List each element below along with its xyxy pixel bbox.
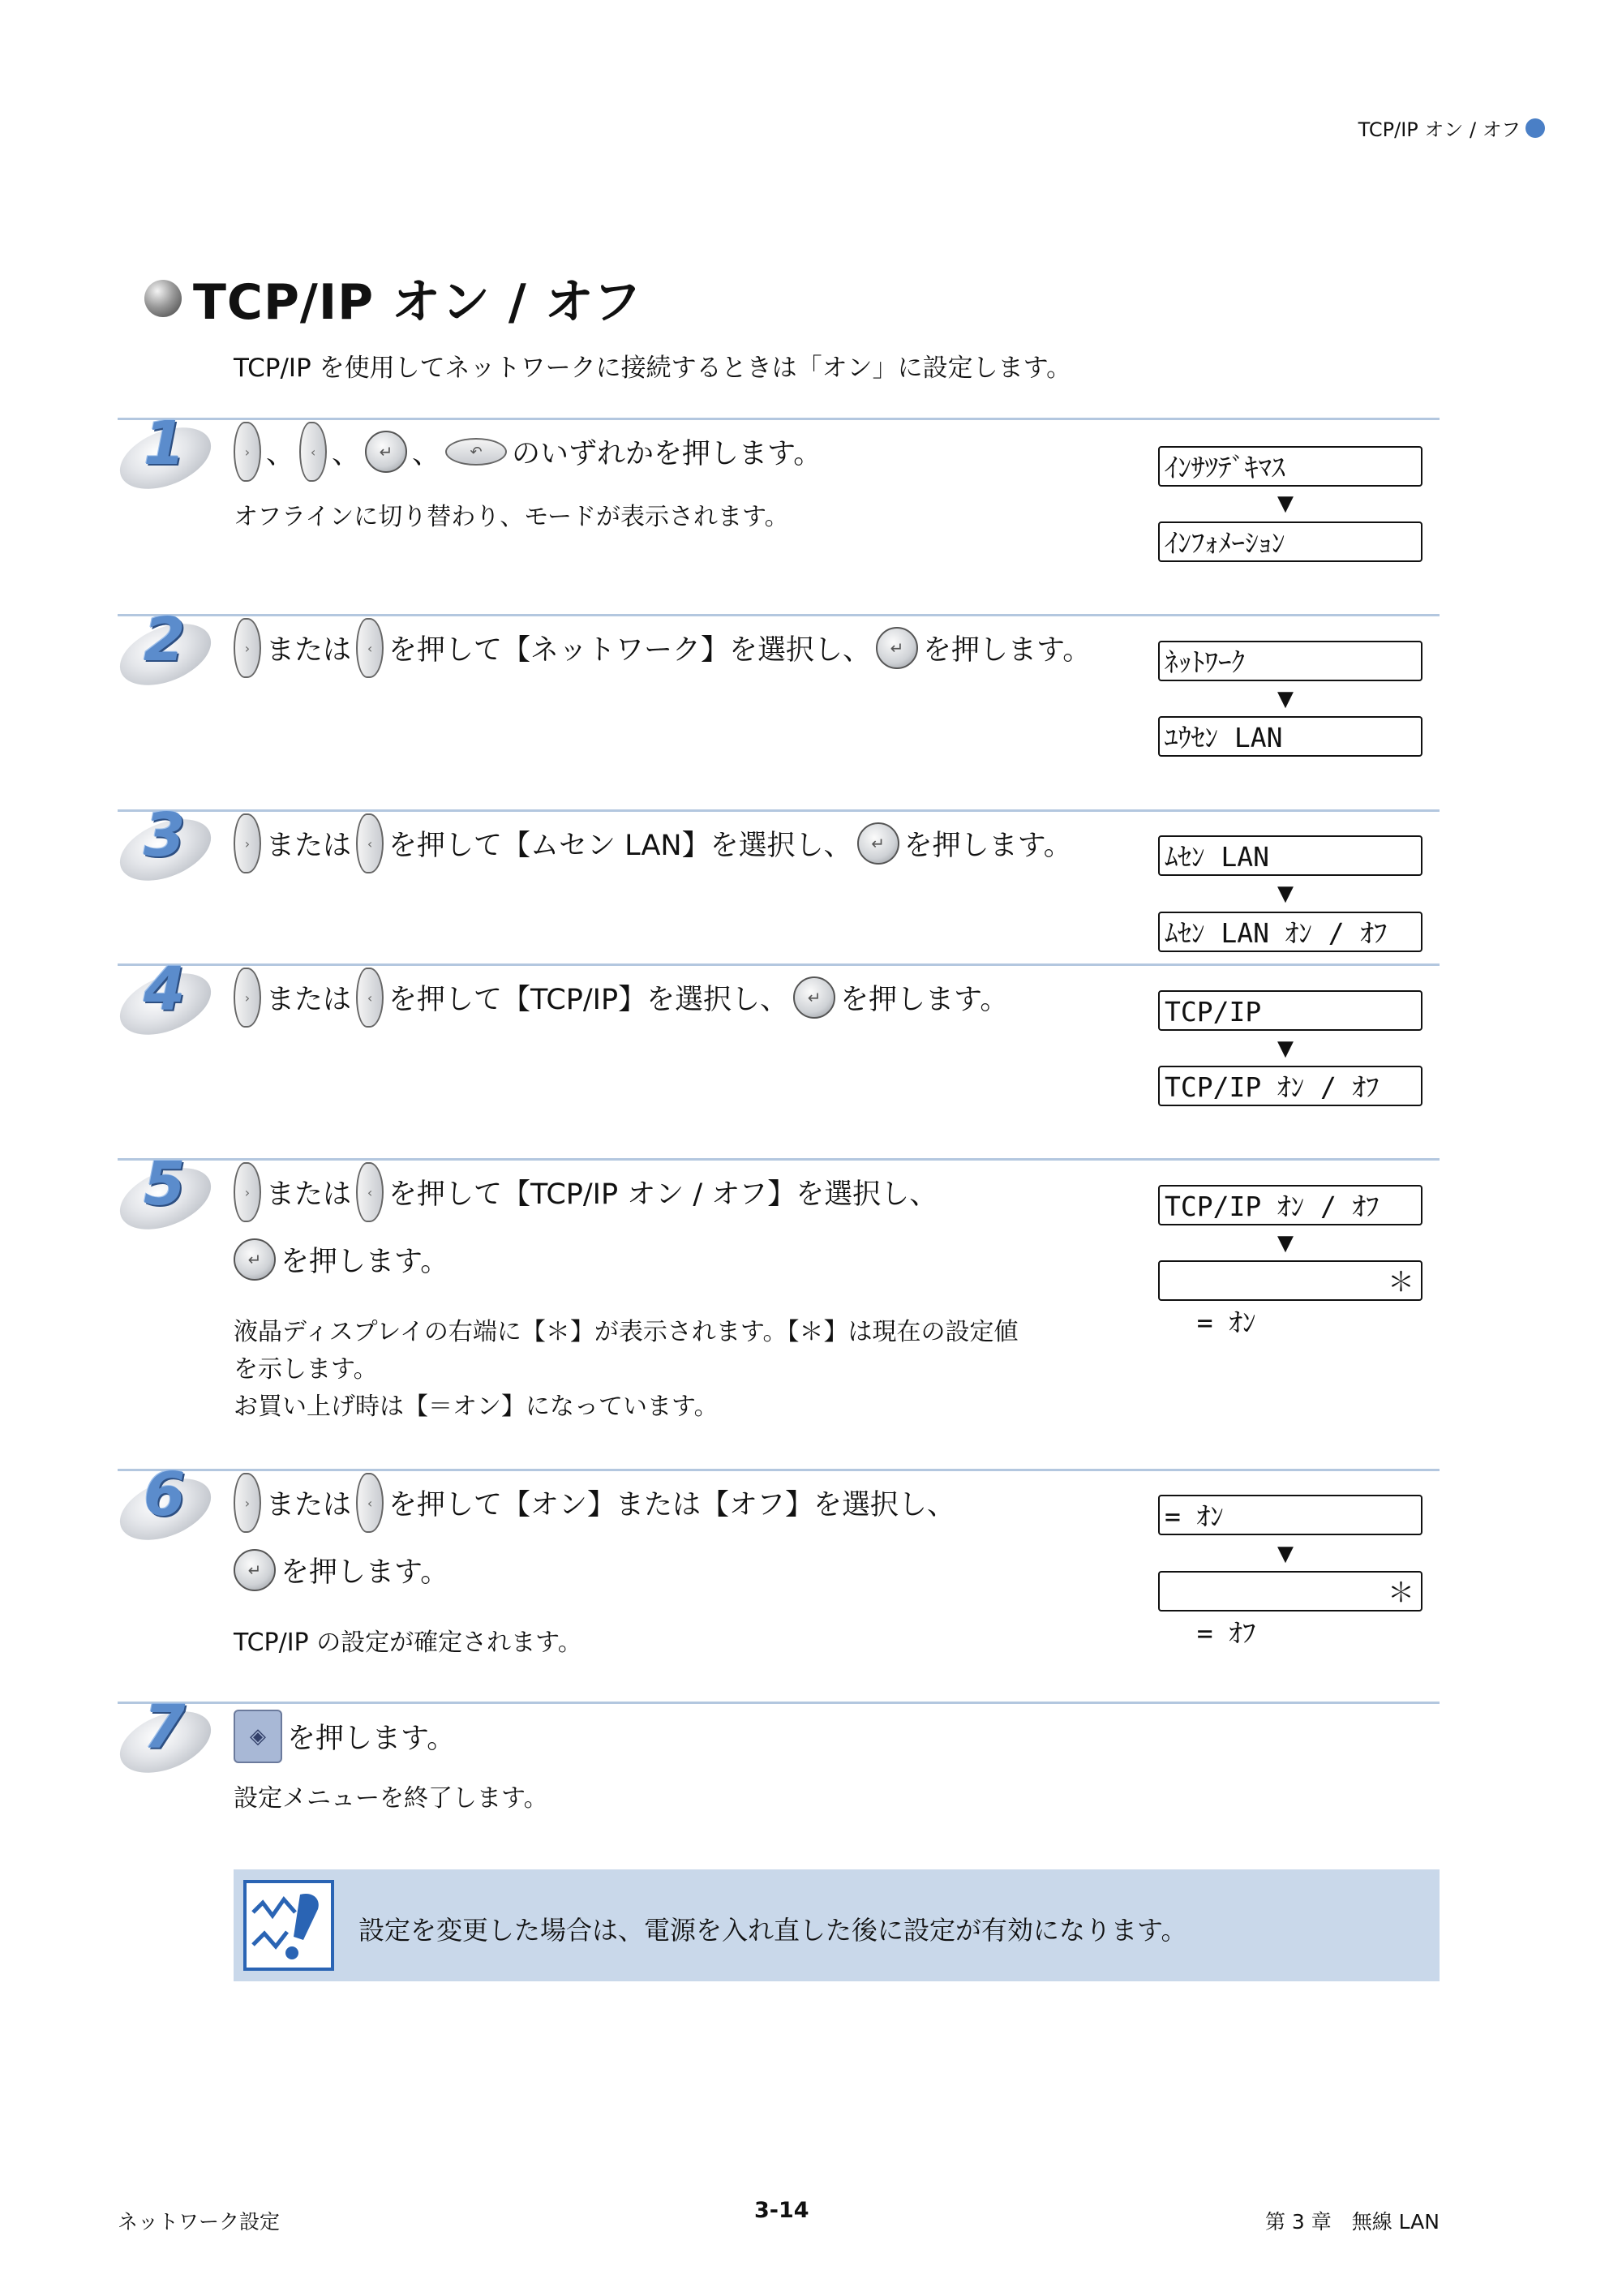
lcd-display: ﾑｾﾝ LAN ｵﾝ / ｵﾌ	[1158, 912, 1422, 952]
section-heading	[144, 264, 642, 333]
step-2-instruction: › または ‹ を押して【ネットワーク】を選択し、 ↵ を押します。	[234, 618, 1091, 678]
left-arrow-button-icon: ‹	[356, 813, 384, 873]
set-button-icon: ↵	[365, 431, 407, 473]
left-arrow-button-icon: ‹	[356, 1473, 384, 1533]
right-arrow-button-icon: ›	[234, 1473, 261, 1533]
step-5-note: 液晶ディスプレイの右端に【＊】が表示されます。【＊】は現在の設定値 を示します。 お買い上げ時は【＝オン】になっています。	[234, 1318, 1019, 1421]
step-divider	[118, 1702, 1440, 1704]
set-button-icon: ↵	[876, 627, 918, 669]
lcd-display: TCP/IP ｵﾝ / ｵﾌ	[1158, 1185, 1422, 1225]
step-5-instruction-cont: ↵ を押します。	[234, 1238, 448, 1281]
down-triangle-icon: ▼	[1277, 1036, 1294, 1061]
footer-chapter: 第 3 章 無線 LAN	[1264, 2210, 1440, 2234]
right-arrow-button-icon: ›	[234, 618, 261, 678]
lcd-display: = ｵﾌ ＊	[1158, 1571, 1422, 1611]
note-text: 設定を変更した場合は、電源を入れ直した後に設定が有効になります。	[358, 1915, 1187, 1946]
step-number-badge: 2	[118, 610, 215, 691]
lcd-display: TCP/IP	[1158, 990, 1422, 1031]
set-button-icon: ↵	[857, 822, 899, 865]
step-divider	[118, 418, 1440, 420]
set-button-icon: ↵	[234, 1238, 276, 1281]
step-1-note: オフラインに切り替わり、モードが表示されます。	[234, 503, 789, 531]
step-divider	[118, 963, 1440, 966]
lcd-display: = ｵﾝ ＊	[1158, 1260, 1422, 1301]
step-number-badge: 1	[118, 414, 215, 495]
left-arrow-button-icon: ‹	[356, 968, 384, 1028]
back-button-icon: ↶	[445, 438, 507, 466]
step-6-note: TCP/IP の設定が確定されます。	[234, 1629, 582, 1657]
sphere-bullet-icon	[144, 280, 182, 317]
lcd-display: ｲﾝﾌｫﾒｰｼｮﾝ	[1158, 521, 1422, 562]
step-divider	[118, 809, 1440, 812]
right-arrow-button-icon: ›	[234, 422, 261, 482]
left-arrow-button-icon: ‹	[356, 618, 384, 678]
left-arrow-button-icon: ‹	[299, 422, 327, 482]
step-number-badge: 6	[118, 1465, 215, 1546]
step-5-instruction: › または ‹ を押して【TCP/IP オン / オフ】を選択し、	[234, 1162, 938, 1222]
footer-section: ネットワーク設定	[118, 2210, 281, 2234]
down-triangle-icon: ▼	[1277, 882, 1294, 906]
left-arrow-button-icon: ‹	[356, 1162, 384, 1222]
set-button-icon: ↵	[234, 1549, 276, 1591]
page-number: 3-14	[754, 2198, 809, 2223]
down-triangle-icon: ▼	[1277, 1231, 1294, 1255]
step-divider	[118, 1158, 1440, 1161]
down-triangle-icon: ▼	[1277, 687, 1294, 711]
bullet-dot-icon	[1525, 118, 1545, 138]
intro-text: TCP/IP を使用してネットワークに接続するときは「オン」に設定します。	[234, 354, 1072, 383]
right-arrow-button-icon: ›	[234, 1162, 261, 1222]
lcd-display: TCP/IP ｵﾝ / ｵﾌ	[1158, 1066, 1422, 1106]
current-setting-star: ＊	[1388, 1577, 1414, 1608]
lcd-display: ﾕｳｾﾝ LAN	[1158, 716, 1422, 757]
down-triangle-icon: ▼	[1277, 491, 1294, 516]
lcd-display: ｲﾝｻﾂﾃﾞｷﾏｽ	[1158, 446, 1422, 487]
running-title: TCP/IP オン / オフ	[1358, 118, 1521, 141]
step-divider	[118, 614, 1440, 616]
step-7-instruction: ◈ を押します。	[234, 1710, 455, 1763]
right-arrow-button-icon: ›	[234, 813, 261, 873]
warning-note-icon	[243, 1880, 334, 1971]
step-1-instruction: › 、 ‹ 、 ↵ 、 ↶ のいずれかを押します。	[234, 422, 822, 482]
right-arrow-button-icon: ›	[234, 968, 261, 1028]
step-6-instruction: › または ‹ を押して【オン】または【オフ】を選択し、	[234, 1473, 955, 1533]
step-number-badge: 4	[118, 959, 215, 1041]
down-triangle-icon: ▼	[1277, 1542, 1294, 1566]
page-title: TCP/IP オン / オフ	[193, 274, 642, 331]
lcd-display: ﾈｯﾄﾜｰｸ	[1158, 641, 1422, 681]
lcd-display: = ｵﾝ	[1158, 1495, 1422, 1535]
go-button-icon: ◈	[234, 1710, 282, 1763]
set-button-icon: ↵	[793, 976, 835, 1019]
current-setting-star: ＊	[1388, 1266, 1414, 1298]
step-6-instruction-cont: ↵ を押します。	[234, 1549, 448, 1591]
step-7-note: 設定メニューを終了します。	[234, 1784, 548, 1813]
step-divider	[118, 1469, 1440, 1471]
step-4-instruction: › または ‹ を押して【TCP/IP】を選択し、 ↵ を押します。	[234, 968, 1008, 1028]
step-number-badge: 3	[118, 805, 215, 886]
step-1-text: のいずれかを押します。	[512, 438, 822, 470]
step-number-badge: 7	[118, 1697, 215, 1779]
step-3-instruction: › または ‹ を押して【ムセン LAN】を選択し、 ↵ を押します。	[234, 813, 1072, 873]
lcd-display: ﾑｾﾝ LAN	[1158, 835, 1422, 876]
step-number-badge: 5	[118, 1154, 215, 1235]
running-header	[1358, 114, 1545, 142]
